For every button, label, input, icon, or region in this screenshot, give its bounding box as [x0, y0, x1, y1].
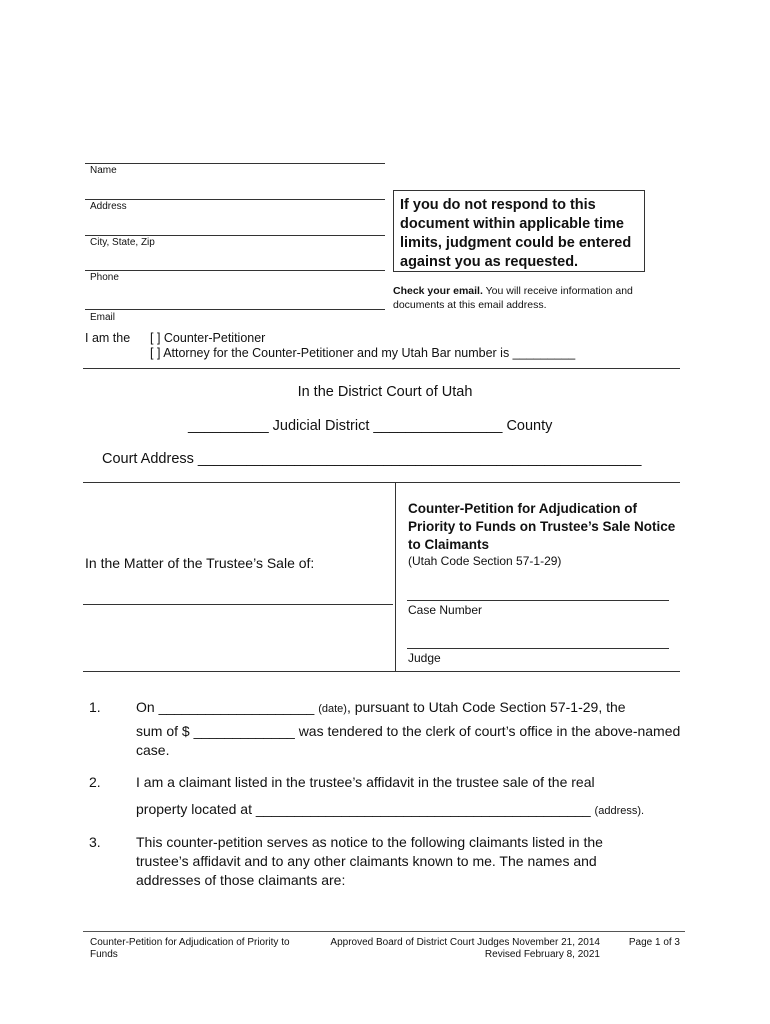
item-1-line1: [136, 698, 684, 719]
case-number-label: Case Number: [408, 603, 483, 617]
footer-page-number: Page 1 of 3: [628, 937, 680, 948]
item-2-line1: I am a claimant listed in the trustee’s affidavit in the trustee sale of the real: [136, 774, 595, 790]
name-line[interactable]: [85, 163, 385, 164]
counter-petitioner-checkbox[interactable]: [ ] Counter-Petitioner: [150, 331, 266, 345]
code-reference: (Utah Code Section 57-1-29): [408, 554, 562, 568]
phone-label: Phone: [90, 272, 119, 283]
attorney-checkbox[interactable]: [ ] Attorney for the Counter-Petitioner and my Utah Bar number is _________: [150, 346, 576, 360]
email-line[interactable]: [85, 309, 385, 310]
email-note-bold: Check your email.: [393, 285, 483, 297]
item-2-address-label: (address).: [594, 805, 645, 817]
court-address-line[interactable]: Court Address _______________________________________________________: [102, 451, 642, 467]
email-label: Email: [90, 312, 116, 323]
item-2-property-address[interactable]: property located at ___________________________________________: [136, 801, 595, 817]
item-2-number: 2.: [89, 774, 101, 790]
name-label: Name: [90, 165, 117, 176]
footer-revised-date: Revised February 8, 2021: [484, 949, 600, 960]
warning-text: If you do not respond to this document within applicable time limits, judgment could be entered against you as requested.: [400, 197, 632, 270]
case-number-line[interactable]: [407, 600, 669, 601]
matter-label: In the Matter of the Trustee’s Sale of:: [85, 555, 315, 571]
city-state-zip-label: City, State, Zip: [90, 237, 155, 248]
item-1-number: 1.: [89, 699, 101, 715]
judge-label: Judge: [408, 651, 441, 665]
address-line[interactable]: [85, 199, 385, 200]
email-note: [393, 284, 663, 312]
item-1-on-date[interactable]: On ____________________: [136, 699, 319, 715]
item-1-line2: sum of $ _____________ was tendered to the clerk of court’s office in the above-named case.: [136, 723, 681, 758]
email-note-text: You will receive information and documents at this email address.: [393, 285, 633, 311]
item-2-line2: [136, 800, 684, 821]
i-am-the-label: I am the: [85, 331, 131, 345]
phone-line[interactable]: [85, 270, 385, 271]
caption-bottom-rule: [83, 671, 680, 672]
item-1-date-label: (date): [318, 703, 347, 715]
item-3-number: 3.: [89, 834, 101, 850]
address-label: Address: [90, 201, 127, 212]
footer-rule: [83, 931, 685, 932]
footer-approved-date: Approved Board of District Court Judges November 21, 2014: [330, 937, 600, 948]
item-3-text: This counter-petition serves as notice to the following claimants listed in the trustee’s affidavit and to any other claimants known to me. The names and addresses of those claimants are:: [136, 834, 603, 888]
caption-top-rule: [83, 482, 680, 483]
matter-line[interactable]: [83, 604, 393, 605]
court-title: In the District Court of Utah: [297, 384, 473, 400]
document-title: Counter-Petition for Adjudication of Priority to Funds on Trustee’s Sale Notice to Claimants: [408, 501, 676, 552]
city-state-zip-line[interactable]: [85, 235, 385, 236]
footer-approval: [320, 937, 600, 961]
judicial-district-line[interactable]: __________ Judicial District ________________ County: [188, 418, 553, 434]
warning-box: [393, 190, 645, 272]
footer-form-title: Counter-Petition for Adjudication of Priority to Funds: [90, 937, 290, 960]
divider: [83, 368, 680, 369]
item-1-line1-rest: , pursuant to Utah Code Section 57-1-29, the: [346, 699, 626, 715]
caption-divider: [395, 482, 396, 672]
judge-line[interactable]: [407, 648, 669, 649]
